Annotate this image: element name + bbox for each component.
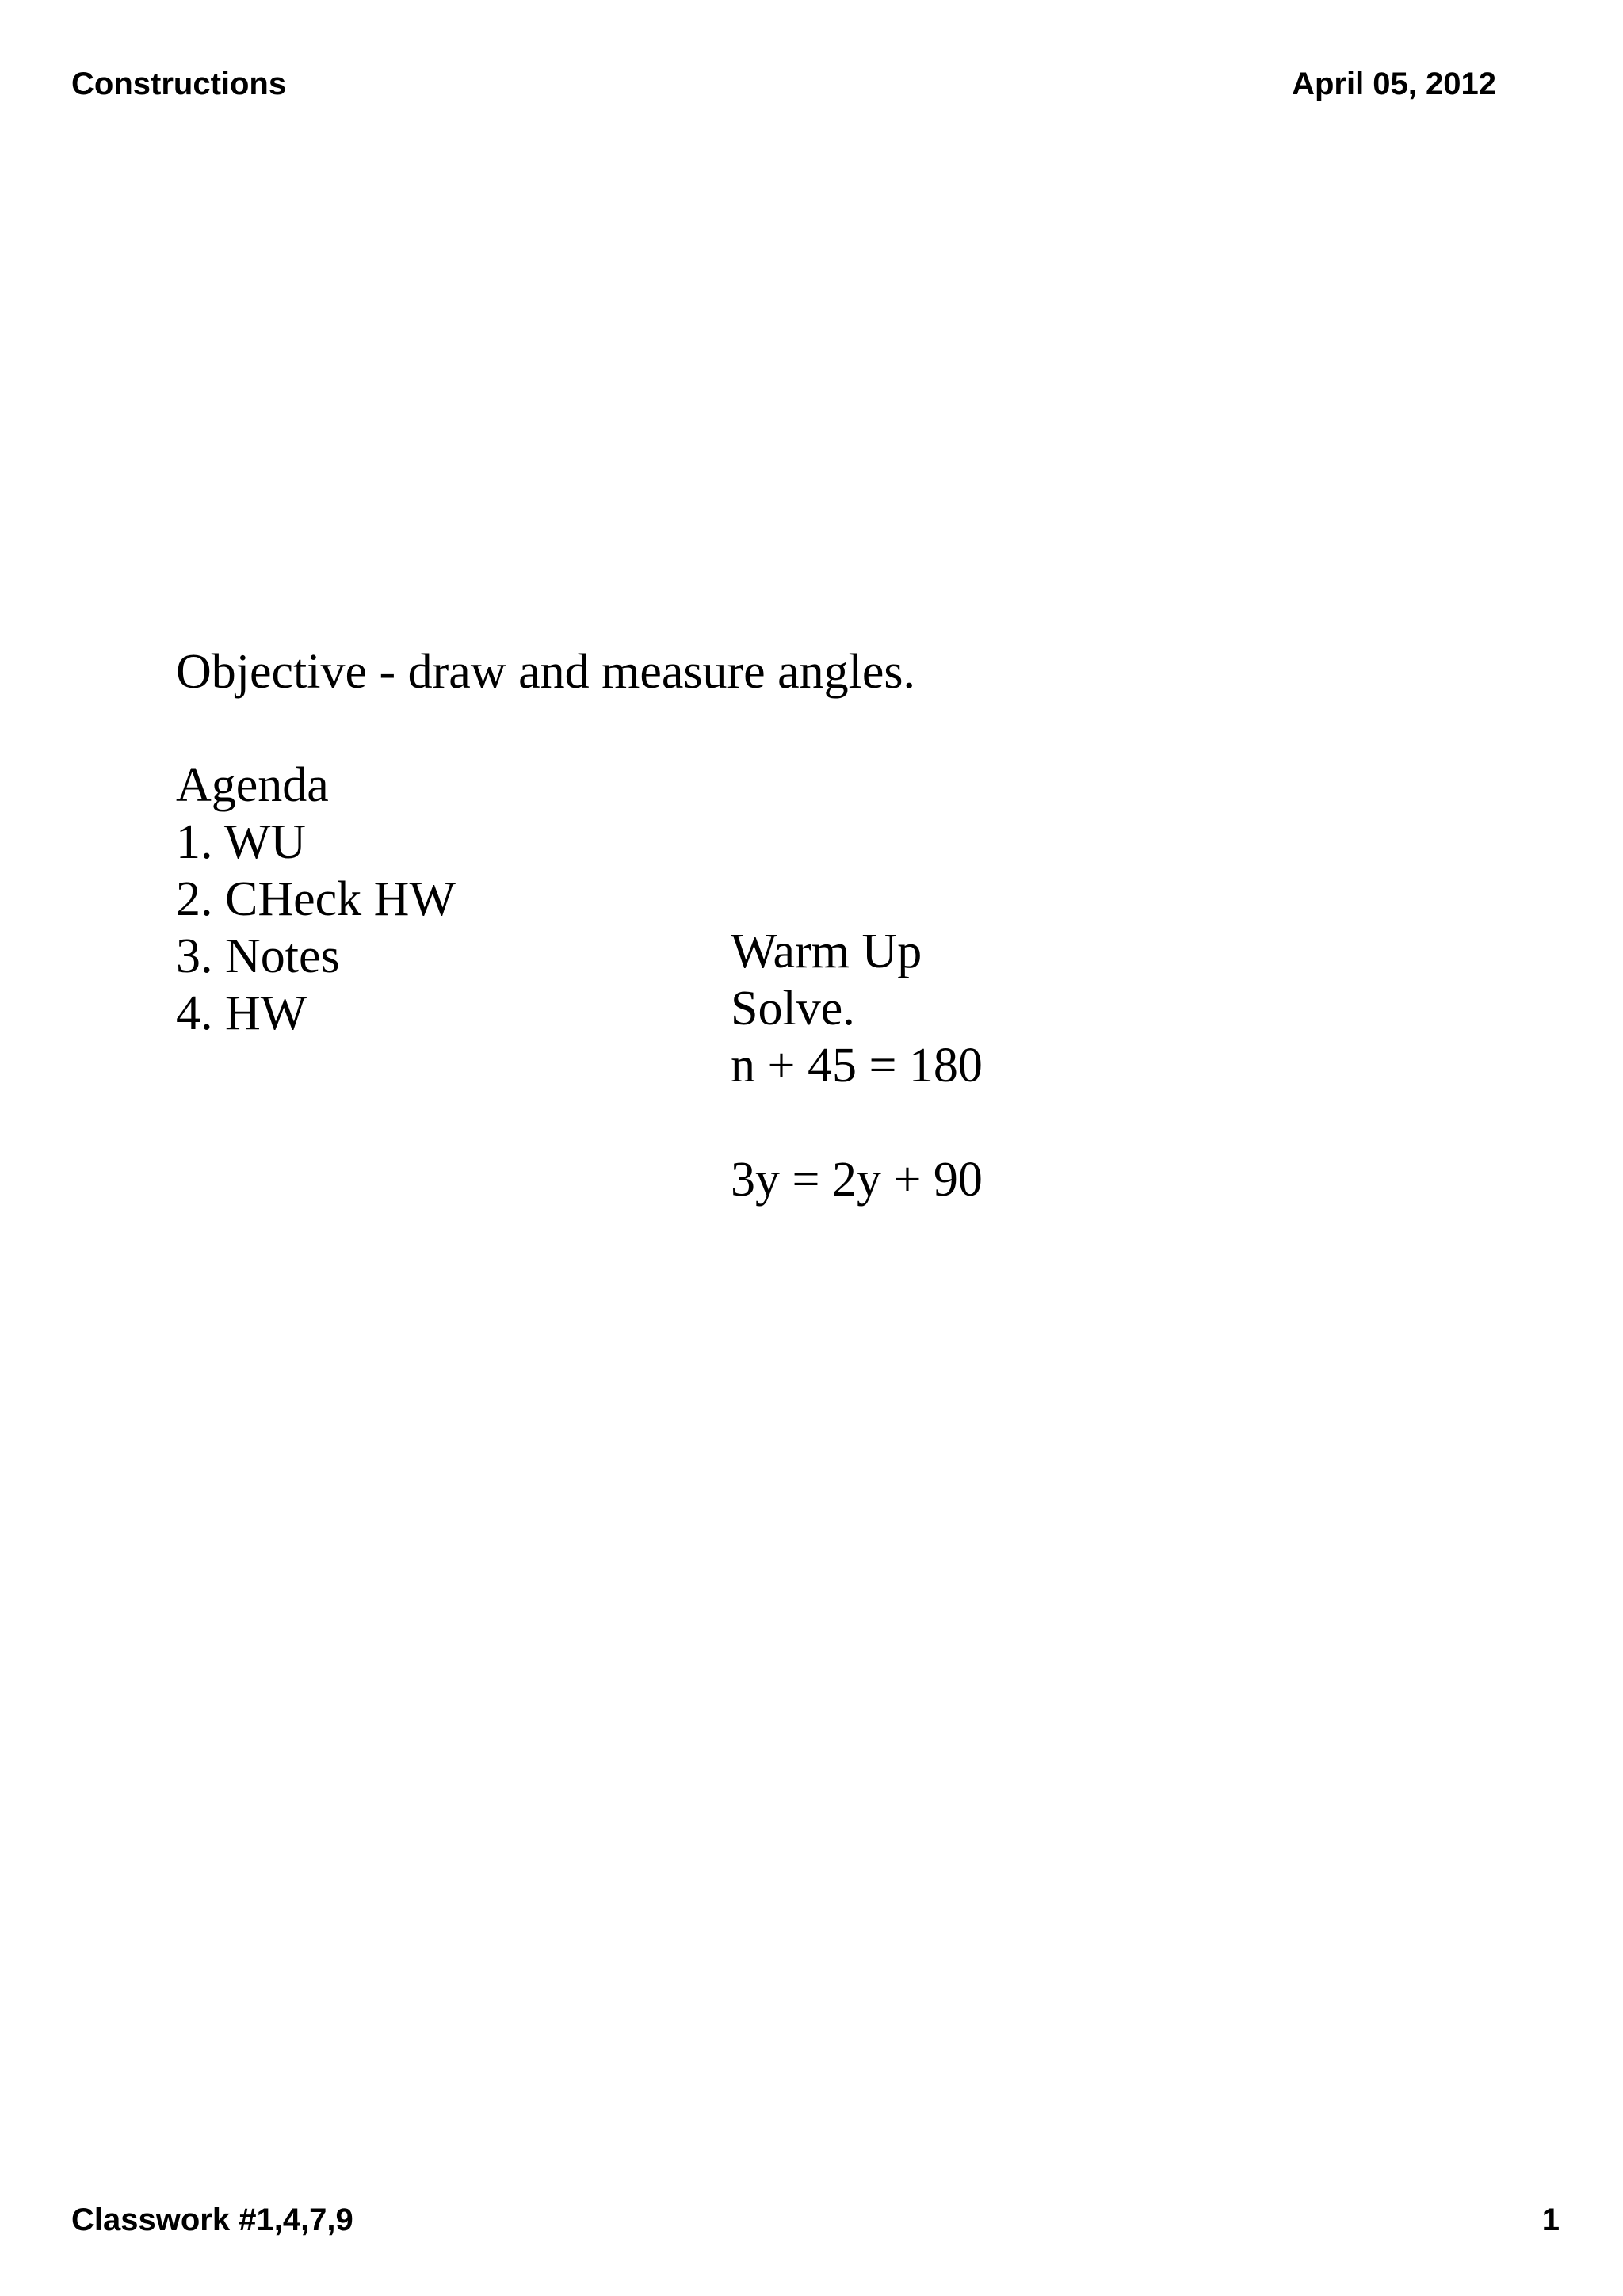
agenda-heading: Agenda (176, 758, 329, 812)
agenda-item: 2. CHeck HW (176, 872, 456, 926)
spacer (731, 1094, 983, 1151)
agenda-item: 1. WU (176, 815, 307, 869)
agenda-item: 3. Notes (176, 929, 340, 983)
warm-up-problem: n + 45 = 180 (731, 1039, 983, 1093)
agenda-list (176, 757, 456, 1042)
page-title: Constructions (71, 67, 287, 101)
warm-up-problem: 3y = 2y + 90 (731, 1153, 983, 1207)
warm-up-heading: Warm Up (731, 925, 922, 978)
footer-label: Classwork #1,4,7,9 (71, 2203, 353, 2237)
warm-up-instruction: Solve. (731, 982, 855, 1035)
page-number: 1 (1541, 2203, 1560, 2237)
page-date: April 05, 2012 (1292, 67, 1496, 101)
warm-up-block (731, 923, 983, 1208)
objective-text: Objective - draw and measure angles. (176, 645, 916, 699)
agenda-item: 4. HW (176, 986, 307, 1040)
